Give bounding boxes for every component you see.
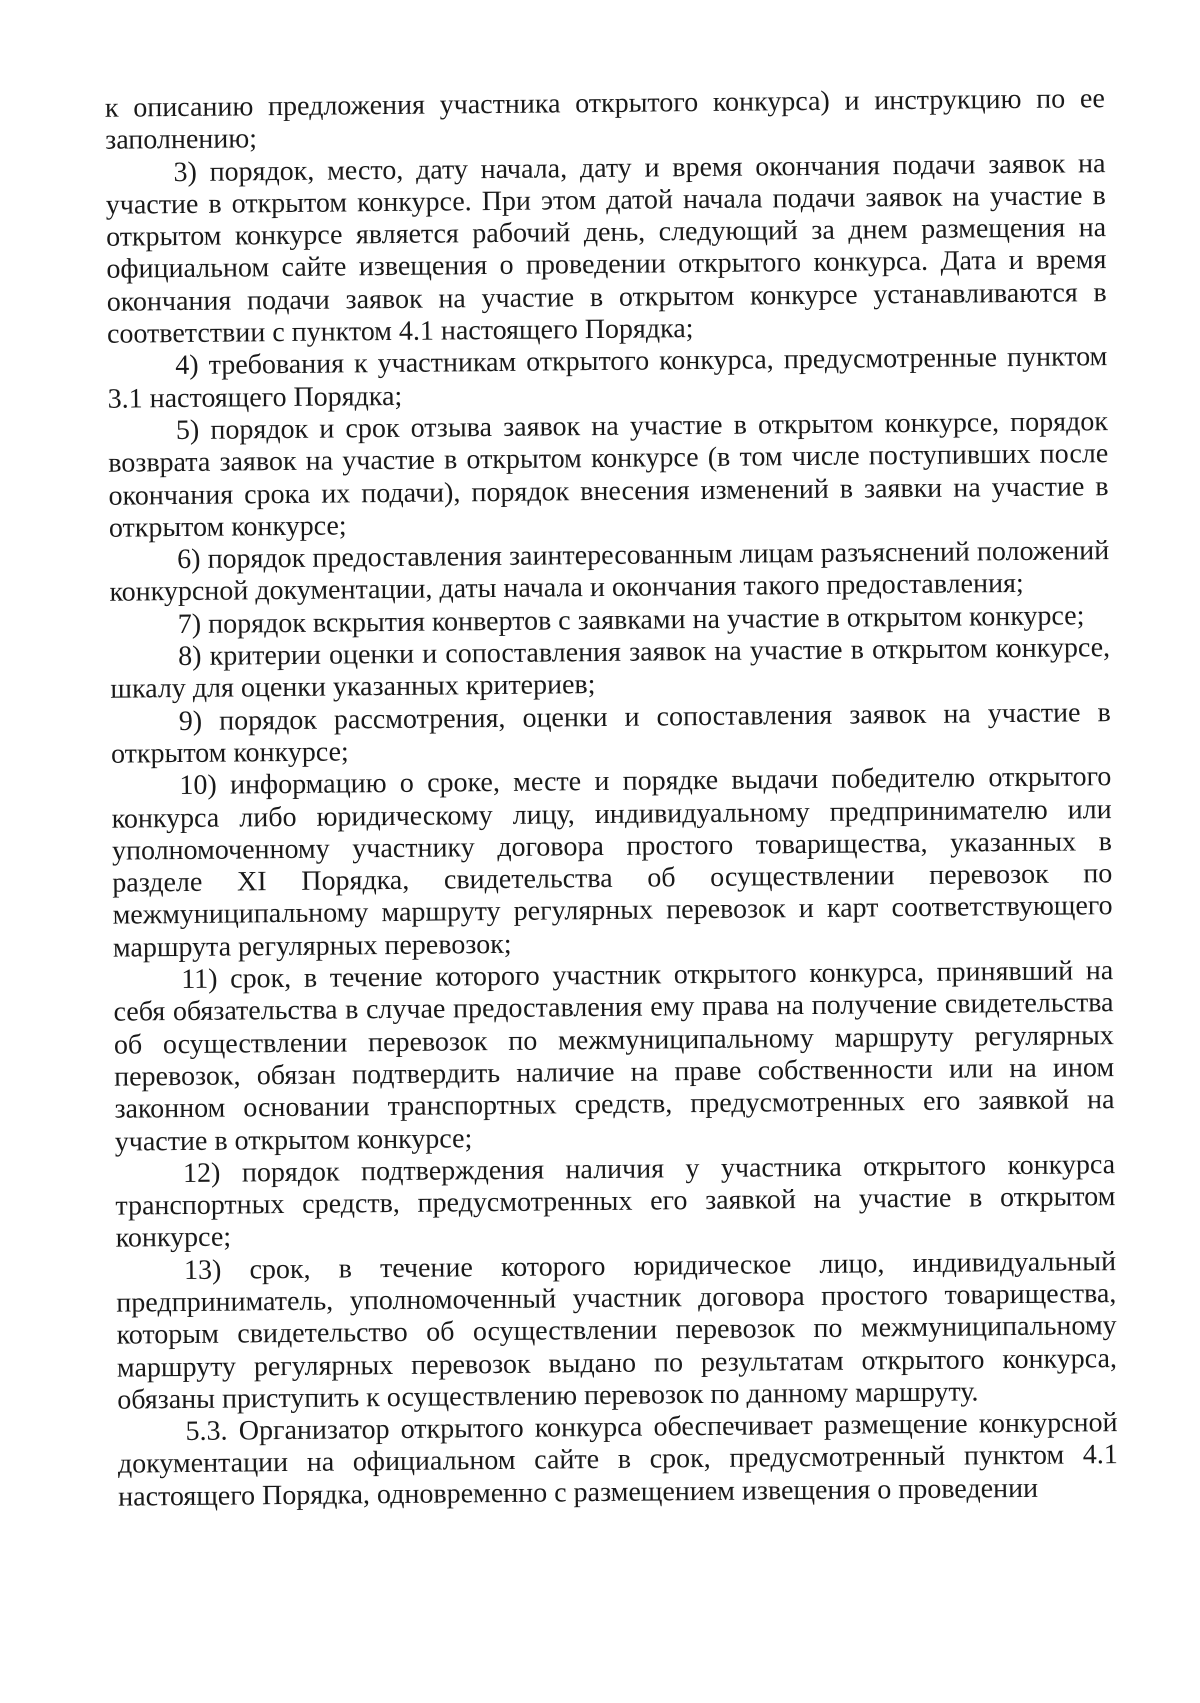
paragraph-item-8: 8) критерии оценки и сопоставления заявок на участие в открытом конкурсе, шкалу для оценки указанных критериев; [110, 632, 1111, 706]
paragraph-item-12: 12) порядок подтверждения наличия у участника открытого конкурса транспортных средств, предусмотренных его заявкой на участие в открытом конкурсе; [115, 1148, 1116, 1255]
paragraph-continuation: к описанию предложения участника открытого конкурса) и инструкцию по ее заполнению; [104, 83, 1105, 157]
paragraph-item-10: 10) информацию о сроке, месте и порядке выдачи победителю открытого конкурса либо юридическому лицу, индивидуальному предпринимателю или уполномоченному участнику договора простого товарищества, указанных в разделе XI Порядка, свидетельства об осуществлении перевозок по межмуниципальному маршруту регулярных перевозок и карт соответствующего маршрута регулярных перевозок; [111, 761, 1113, 964]
document-text [105, 83, 1119, 1514]
paragraph-item-3: 3) порядок, место, дату начала, дату и время окончания подачи заявок на участие в открытом конкурсе. При этом датой начала подачи заявок на участие в открытом конкурсе является рабочий день, следующий за днем размещения на официальном сайте извещения о проведении открытого конкурса. Дата и время окончания подачи заявок на участие в открытом конкурсе устанавливаются в соответствии с пунктом 4.1 настоящего Порядка; [105, 147, 1107, 350]
paragraph-item-7: 7) порядок вскрытия конвертов с заявками на участие в открытом конкурсе; [177, 600, 1085, 640]
paragraph-item-5: 5) порядок и срок отзыва заявок на участие в открытом конкурсе, порядок возврата заявок на участие в открытом конкурсе (в том числе поступивших после окончания срока их подачи), порядок внесения изменений в заявки на участие в открытом конкурсе; [108, 406, 1109, 544]
paragraph-item-4: 4) требования к участникам открытого конкурса, предусмотренные пунктом 3.1 настоящего Порядка; [107, 341, 1108, 415]
paragraph-item-9: 9) порядок рассмотрения, оценки и сопоставления заявок на участие в открытом конкурсе; [110, 696, 1111, 770]
paragraph-item-11: 11) срок, в течение которого участник открытого конкурса, принявший на себя обязательства в случае предоставления ему права на получение свидетельства об осуществлении перевозок по межмуниципальному маршруту регулярных перевозок, обязан подтвердить наличие на праве собственности или на ином законном основании транспортных средств, предусмотренных его заявкой на участие в открытом конкурсе; [113, 955, 1115, 1158]
paragraph-section-5-3: 5.3. Организатор открытого конкурса обеспечивает размещение конкурсной документации на официальном сайте в срок, предусмотренный пунктом 4.1 настоящего Порядка, одновременно с размещением извещения о проведении [117, 1407, 1118, 1513]
paragraph-item-13: 13) срок, в течение которого юридическое лицо, индивидуальный предприниматель, уполномоченный участник договора простого товарищества, которым свидетельство об осуществлении перевозок по межмуниципальному маршруту регулярных перевозок выдано по результатам открытого конкурса, обязаны приступить к осуществлению перевозок по данному маршруту. [116, 1245, 1118, 1416]
paragraph-item-6: 6) порядок предоставления заинтересованным лицам разъяснений положений конкурсной документации, даты начала и окончания такого предоставления; [109, 535, 1110, 609]
